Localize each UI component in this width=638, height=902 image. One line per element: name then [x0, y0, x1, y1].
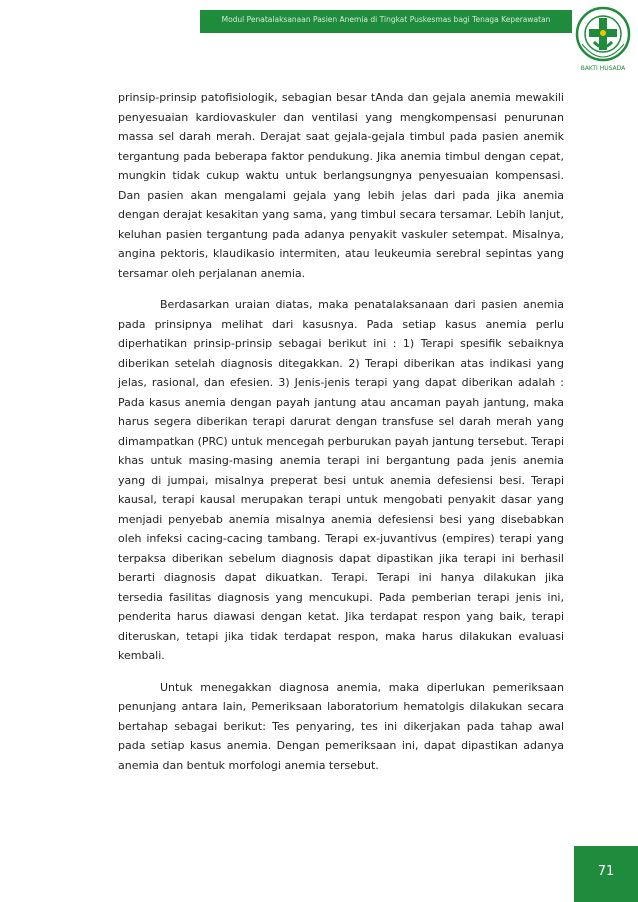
header-band: [200, 10, 572, 33]
bakti-husada-logo: [574, 4, 632, 76]
logo-text: BAKTI HUSADA: [580, 65, 626, 72]
page-number-box: [574, 846, 638, 902]
paragraph-2: Berdasarkan uraian diatas, maka penatalaksanaan dari pasien anemia pada prinsipnya melihat dari kasusnya. Pada setiap kasus anemia perlu diperhatikan prinsip-prinsip sebagai berikut ini : 1) Terapi spesifik sebaiknya diberikan setelah diagnosis ditegakkan. 2) Terapi diberikan atas indikasi yang jelas, rasional, dan efesien. 3) Jenis-jenis terapi yang dapat diberikan adalah : Pada kasus anemia dengan payah jantung atau ancaman payah jantung, maka harus segera diberikan terapi darurat dengan transfuse sel darah merah yang dimampatkan (PRC) untuk mencegah perburukan payah jantung tersebut. Terapi khas untuk masing-masing anemia terapi ini bergantung pada jenis anemia yang di jumpai, misalnya preperat besi untuk anemia defesiensi besi. Terapi kausal, terapi kausal merupakan terapi untuk mengobati penyakit dasar yang menjadi penyebab anemia misalnya anemia defesiensi besi yang disebabkan oleh infeksi cacing-cacing tambang. Terapi ex-juvantivus (empires) terapi yang terpaksa diberikan sebelum diagnosis dapat dipastikan jika terapi ini berhasil berarti diagnosis dapat dikuatkan. Terapi. Terapi ini hanya dilakukan jika tersedia fasilitas diagnosis yang mencukupi. Pada pemberian terapi jenis ini, penderita harus diawasi dengan ketat. Jika terdapat respon yang baik, terapi diteruskan, tetapi jika tidak terdapat respon, maka harus dilakukan evaluasi kembali.: [118, 298, 565, 662]
paragraph-3: Untuk menegakkan diagnosa anemia, maka diperlukan pemeriksaan penunjang antara lain, Pemeriksaan laboratorium hematolgis dilakukan secara bertahap sebagai berikut: Tes penyaring, tes ini dikerjakan pada tahap awal pada setiap kasus anemia. Dengan pemeriksaan ini, dapat dipastikan adanya anemia dan bentuk morfologi anemia tersebut.: [118, 680, 564, 772]
paragraph-1: prinsip-prinsip patofisiologik, sebagian besar tAnda dan gejala anemia mewakili penyesuaian kardiovaskuler dan ventilasi yang mengkompensasi penurunan massa sel darah merah. Derajat saat gejala-gejala timbul pada pasien anemik tergantung pada beberapa faktor pendukung. Jika anemia timbul dengan cepat, mungkin tidak cukup waktu untuk berlangsungnya penyesuaian kompensasi. Dan pasien akan mengalami gejala yang lebih jelas dari pada jika anemia dengan derajat kesakitan yang sama, yang timbul secara tersamar. Lebih lanjut, keluhan pasien tergantung pada adanya penyakit vaskuler setempat. Misalnya, angina pektoris, klaudikasio intermiten, atau leukeumia serebral sepintas yang tersamar oleh perjalanan anemia.: [118, 91, 564, 280]
running-title: Modul Penatalaksanaan Pasien Anemia di Tingkat Puskesmas bagi Tenaga Keperawatan: [221, 15, 551, 24]
page-number: 71: [597, 864, 615, 879]
body-text: [118, 88, 564, 775]
